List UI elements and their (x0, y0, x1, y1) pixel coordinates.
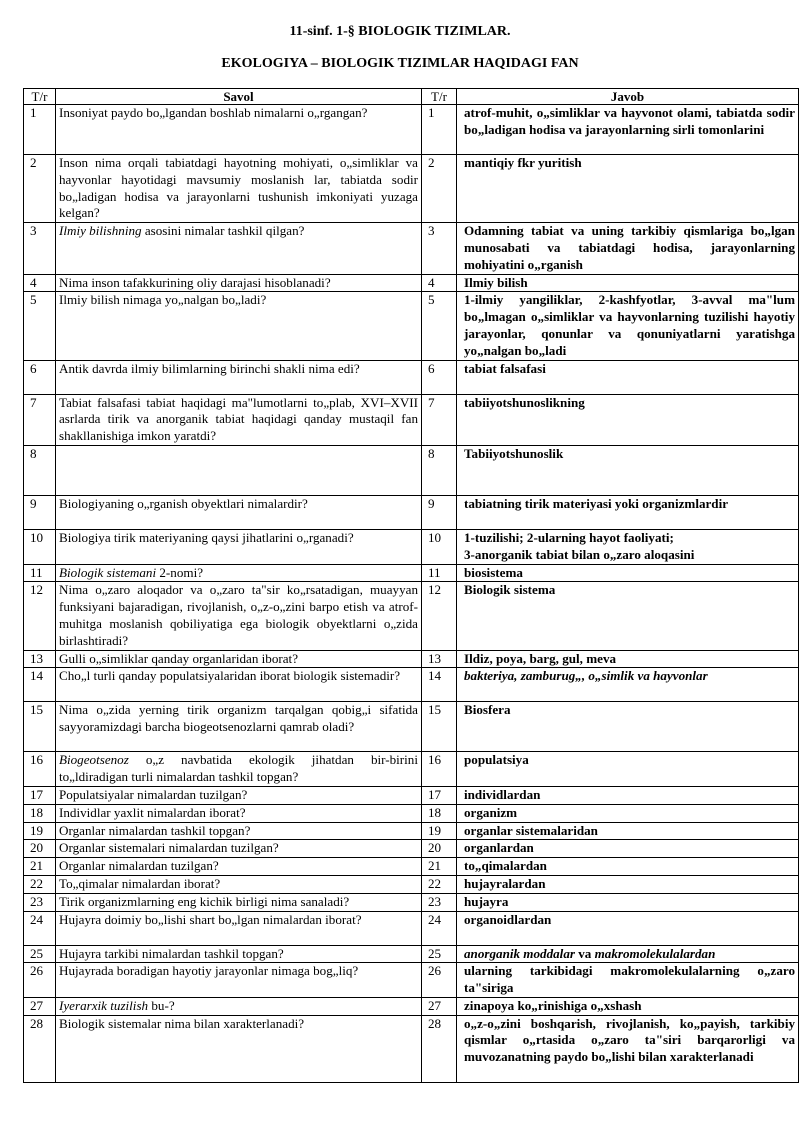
row-number: 18 (24, 804, 56, 822)
text-segment: organoidlardan (464, 911, 552, 927)
text-segment: biosistema (464, 564, 523, 580)
text-segment: to„qimalardan (464, 858, 547, 874)
row-number: 22 (24, 875, 56, 893)
answer-cell (457, 155, 799, 223)
text-segment: Ilmiy bilish nimaga yo„nalgan bo„ladi? (59, 292, 267, 308)
answer-cell (457, 963, 799, 998)
text-segment: Organlar nimalardan tuzilgan? (59, 858, 219, 874)
row-number: 15 (24, 702, 56, 752)
text-segment: va (574, 945, 595, 961)
answer-cell (457, 893, 799, 911)
table-row (24, 752, 799, 787)
text-segment: Antik davrda ilmiy bilimlarning birinchi shakli nima edi? (59, 360, 360, 376)
text-segment: hujayra (464, 893, 509, 909)
row-number: 2 (24, 155, 56, 223)
answer-number: 6 (422, 360, 457, 394)
answer-cell (457, 292, 799, 360)
text-segment: individlardan (464, 786, 541, 802)
text-segment: Biologik sistema (464, 582, 556, 598)
question-cell (56, 582, 422, 650)
header-num: T/r (24, 89, 56, 105)
table-row (24, 582, 799, 650)
italic-text: Biogeotsenoz (59, 752, 129, 768)
text-segment: zinapoya ko„rinishiga o„xshash (464, 997, 642, 1013)
answer-cell (457, 650, 799, 668)
row-number: 9 (24, 495, 56, 529)
document-title: 11-sinf. 1-§ BIOLOGIK TIZIMLAR. (289, 24, 511, 39)
answer-number: 5 (422, 292, 457, 360)
answer-number: 21 (422, 858, 457, 876)
text-segment: hujayralardan (464, 875, 546, 891)
header-question: Savol (56, 89, 422, 105)
table-row (24, 702, 799, 752)
row-number: 14 (24, 668, 56, 702)
table-row (24, 786, 799, 804)
row-number: 21 (24, 858, 56, 876)
italic-text: anorganik moddalar (464, 945, 575, 961)
question-cell (56, 752, 422, 787)
answer-number: 4 (422, 274, 457, 292)
table-row (24, 105, 799, 155)
row-number: 6 (24, 360, 56, 394)
answer-cell (457, 945, 799, 963)
qa-table (23, 88, 799, 1083)
answer-number: 25 (422, 945, 457, 963)
header-num-2: T/r (422, 89, 457, 105)
answer-cell (457, 495, 799, 529)
answer-cell (457, 582, 799, 650)
table-row (24, 274, 799, 292)
answer-cell (457, 858, 799, 876)
question-cell (56, 155, 422, 223)
question-cell (56, 702, 422, 752)
text-segment: Tirik organizmlarning eng kichik birligi nima sanaladi? (59, 893, 350, 909)
answer-number: 20 (422, 840, 457, 858)
answer-number: 22 (422, 875, 457, 893)
answer-number: 17 (422, 786, 457, 804)
text-segment: To„qimalar nimalardan iborat? (59, 875, 221, 891)
answer-cell (457, 911, 799, 945)
table-row (24, 840, 799, 858)
text-segment: Biologik sistemalar nima bilan xarakterlanadi? (59, 1015, 305, 1031)
table-row (24, 893, 799, 911)
row-number: 8 (24, 445, 56, 495)
question-cell (56, 893, 422, 911)
text-segment: asosini nimalar tashkil qilgan? (141, 223, 305, 239)
italic-text: bakteriya, zamburug„, o„simlik va hayvonlar (464, 668, 708, 684)
text-segment: Nima o„zaro aloqador va o„zaro ta"sir ko„rsatadigan, muayyan funksiyani bajaradigan, rivojlanish, o„z-o„zini barpo etish va atrof-muhitga moslanish qobiliyatiga ega biologik obyektlarni o„zida birlashtiradi? (59, 582, 418, 648)
answer-number: 27 (422, 997, 457, 1015)
text-segment: 3-anorganik tabiat bilan o„zaro aloqasini (464, 546, 695, 562)
text-segment: 1-tuzilishi; 2-ularning hayot faoliyati; (464, 529, 674, 545)
answer-cell (457, 668, 799, 702)
row-number: 28 (24, 1015, 56, 1082)
answer-cell (457, 274, 799, 292)
table-row (24, 668, 799, 702)
text-segment: Ildiz, poya, barg, gul, meva (464, 650, 617, 666)
question-cell (56, 105, 422, 155)
italic-text: makromolekulalardan (594, 945, 716, 961)
table-row (24, 529, 799, 564)
question-cell (56, 822, 422, 840)
answer-cell (457, 786, 799, 804)
table-row (24, 360, 799, 394)
question-cell (56, 1015, 422, 1082)
text-segment: mantiqiy fkr yuritish (464, 155, 582, 170)
text-segment: Populatsiyalar nimalardan tuzilgan? (59, 786, 248, 802)
answer-cell (457, 394, 799, 445)
table-row (24, 445, 799, 495)
question-cell (56, 668, 422, 702)
question-cell (56, 840, 422, 858)
table-row (24, 495, 799, 529)
answer-number: 7 (422, 394, 457, 445)
answer-number: 18 (422, 804, 457, 822)
table-row (24, 564, 799, 582)
question-cell (56, 911, 422, 945)
answer-cell (457, 702, 799, 752)
question-cell (56, 564, 422, 582)
table-row (24, 223, 799, 274)
question-cell (56, 804, 422, 822)
row-number: 16 (24, 752, 56, 787)
row-number: 23 (24, 893, 56, 911)
text-segment: Cho„l turli qanday populatsiyalaridan iborat biologik sistemadir? (59, 668, 401, 684)
answer-number: 14 (422, 668, 457, 702)
question-cell (56, 997, 422, 1015)
table-row (24, 394, 799, 445)
row-number: 1 (24, 105, 56, 155)
answer-number: 16 (422, 752, 457, 787)
row-number: 19 (24, 822, 56, 840)
text-segment: Gulli o„simliklar qanday organlaridan iborat? (59, 650, 299, 666)
table-row (24, 858, 799, 876)
text-segment: Insoniyat paydo bo„lgandan boshlab nimalarni o„rgangan? (59, 105, 368, 120)
text-segment: Biosfera (464, 702, 511, 718)
text-segment: Individlar yaxlit nimalardan iborat? (59, 804, 246, 820)
text-segment: populatsiya (464, 752, 529, 768)
italic-text: Iyerarxik tuzilish (59, 997, 149, 1013)
answer-cell (457, 840, 799, 858)
answer-cell (457, 752, 799, 787)
text-segment: atrof-muhit, o„simliklar va hayvonot olami, tabiatda sodir bo„ladigan hodisa va jarayonlarning sirli tomonlarini (464, 105, 795, 137)
answer-cell (457, 564, 799, 582)
question-cell (56, 650, 422, 668)
table-row (24, 292, 799, 360)
answer-cell (457, 360, 799, 394)
answer-number: 26 (422, 963, 457, 998)
answer-number: 28 (422, 1015, 457, 1082)
answer-cell (457, 105, 799, 155)
question-cell (56, 786, 422, 804)
answer-number: 10 (422, 529, 457, 564)
answer-number: 12 (422, 582, 457, 650)
answer-number: 9 (422, 495, 457, 529)
answer-number: 24 (422, 911, 457, 945)
text-segment: tabiiyotshunoslikning (464, 394, 585, 410)
table-row (24, 155, 799, 223)
row-number: 13 (24, 650, 56, 668)
text-segment: Hujayra doimiy bo„lishi shart bo„lgan nimalardan iborat? (59, 911, 362, 927)
text-segment: Tabiat falsafasi tabiat haqidagi ma"lumotlarni to„plab, XVI–XVII asrlarda tirik va anorganik tabiat haqidagi qanday mustaqil fan shakllanishiga imkon yaratdi? (59, 394, 418, 444)
text-segment: organlardan (464, 840, 534, 856)
italic-text: Biologik sistemani (59, 564, 157, 580)
answer-cell (457, 223, 799, 274)
text-segment: Biologiya tirik materiyaning qaysi jihatlarini o„rganadi? (59, 529, 354, 545)
question-cell (56, 495, 422, 529)
row-number: 25 (24, 945, 56, 963)
row-number: 24 (24, 911, 56, 945)
table-row (24, 822, 799, 840)
answer-cell (457, 445, 799, 495)
text-segment: Tabiiyotshunoslik (464, 445, 564, 461)
table-row (24, 911, 799, 945)
answer-number: 2 (422, 155, 457, 223)
row-number: 4 (24, 274, 56, 292)
table-row (24, 1015, 799, 1082)
row-number: 10 (24, 529, 56, 564)
table-row (24, 804, 799, 822)
text-segment: o„z navbatida ekologik jihatdan bir-birini to„ldiradigan turli nimalardan tashkil topgan? (59, 752, 418, 785)
text-segment: Organlar sistemalari nimalardan tuzilgan? (59, 840, 279, 856)
answer-number: 1 (422, 105, 457, 155)
answer-cell (457, 875, 799, 893)
row-number: 3 (24, 223, 56, 274)
answer-number: 19 (422, 822, 457, 840)
answer-number: 23 (422, 893, 457, 911)
text-segment: Hujayrada boradigan hayotiy jarayonlar nimaga bog„liq? (59, 963, 359, 979)
text-segment: Hujayra tarkibi nimalardan tashkil topgan? (59, 945, 284, 961)
question-cell (56, 529, 422, 564)
text-segment: Odamning tabiat va uning tarkibiy qismlariga bo„lgan munosabati va tabiatdagi hodisa, jarayonlarning mohiyatini o„rganish (464, 223, 795, 272)
text-segment: 2-nomi? (156, 564, 204, 580)
row-number: 12 (24, 582, 56, 650)
text-segment: organizm (464, 804, 518, 820)
text-segment: o„z-o„zini boshqarish, rivojlanish, ko„payish, tarkibiy qismlar o„rtasida o„zaro ta"siri barqarorligi va muvozanatning paydo bo„lishi bilan xarakterlanadi (464, 1015, 795, 1065)
question-cell (56, 360, 422, 394)
row-number: 26 (24, 963, 56, 998)
answer-number: 11 (422, 564, 457, 582)
table-row (24, 650, 799, 668)
table-row (24, 963, 799, 998)
answer-cell (457, 997, 799, 1015)
answer-number: 13 (422, 650, 457, 668)
question-cell (56, 945, 422, 963)
table-row (24, 875, 799, 893)
header-answer: Javob (457, 89, 799, 105)
text-segment: tabiatning tirik materiyasi yoki organizmlardir (464, 495, 729, 511)
question-cell (56, 875, 422, 893)
text-segment: Biologiyaning o„rganish obyektlari nimalardir? (59, 495, 308, 511)
text-segment: bu-? (148, 997, 175, 1013)
text-segment: Inson nima orqali tabiatdagi hayotning mohiyati, o„simliklar va hayvonlar hayotidagi mavsumiy moslanish lar, tabiatda sodir bo„ladigan hodisa va jarayonlarni tushunish imkoniyati yuzaga kelgan? (59, 155, 418, 221)
text-segment: tabiat falsafasi (464, 360, 546, 376)
row-number: 5 (24, 292, 56, 360)
table-row (24, 945, 799, 963)
answer-number: 8 (422, 445, 457, 495)
question-cell (56, 858, 422, 876)
answer-number: 15 (422, 702, 457, 752)
question-cell (56, 292, 422, 360)
row-number: 27 (24, 997, 56, 1015)
text-segment: Nima o„zida yerning tirik organizm tarqalgan qobig„i sifatida sayyoramizdagi barcha biogeotsenozlarni qamrab oladi? (59, 702, 418, 735)
row-number: 20 (24, 840, 56, 858)
question-cell (56, 274, 422, 292)
answer-cell (457, 1015, 799, 1082)
table-header-row (24, 89, 799, 105)
text-segment: 1-ilmiy yangiliklar, 2-kashfyotlar, 3-avval ma"lum bo„lmagan o„simliklar va hayvonlarning tuzilishi hayotiy jarayonlar, qonunlar va qonuniyatlarni yaratishga yo„nalgan bo„ladi (464, 292, 795, 358)
answer-cell (457, 804, 799, 822)
text-segment: Ilmiy bilish (464, 274, 528, 290)
question-cell (56, 223, 422, 274)
text-segment: Organlar nimalardan tashkil topgan? (59, 822, 251, 838)
answer-cell (457, 529, 799, 564)
row-number: 11 (24, 564, 56, 582)
question-cell (56, 445, 422, 495)
answer-cell (457, 822, 799, 840)
row-number: 17 (24, 786, 56, 804)
text-segment: organlar sistemalaridan (464, 822, 598, 838)
question-cell (56, 394, 422, 445)
table-row (24, 997, 799, 1015)
question-cell (56, 963, 422, 998)
row-number: 7 (24, 394, 56, 445)
answer-number: 3 (422, 223, 457, 274)
text-segment: Nima inson tafakkurining oliy darajasi hisoblanadi? (59, 274, 331, 290)
italic-text: Ilmiy bilishning (59, 223, 142, 239)
document-subtitle: EKOLOGIYA – BIOLOGIK TIZIMLAR HAQIDAGI FAN (221, 56, 579, 71)
text-segment: ularning tarkibidagi makromolekulalarning o„zaro ta"siriga (464, 963, 795, 996)
